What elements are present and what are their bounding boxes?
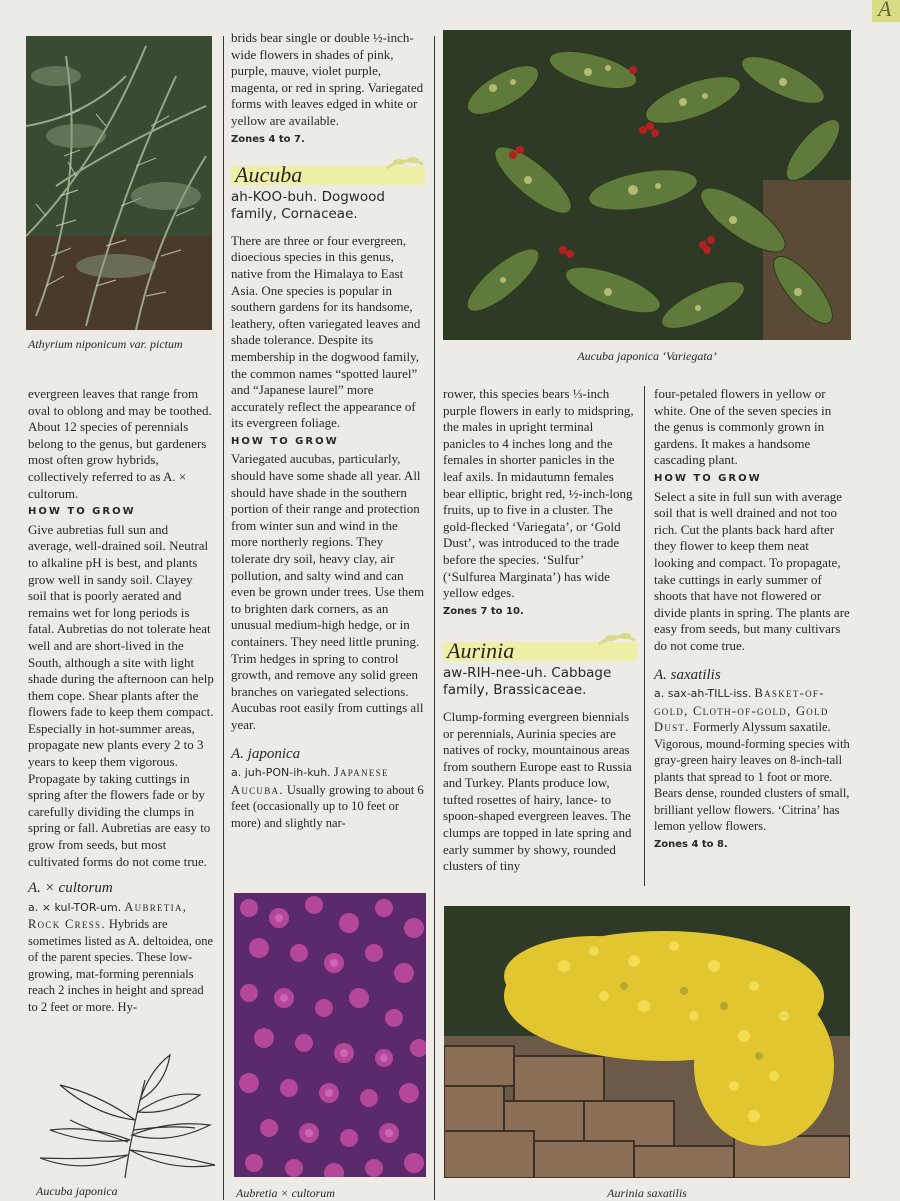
species-common-name: Japanese Aucuba. bbox=[231, 765, 389, 797]
aubretia-how-to-grow-text: Give aubretias full sun and average, well-drained soil. Neutral to alkaline pH is best, and plants grow well in sandy soil. Clayey soil that is poorly aerated and remains wet for long periods is fatal. Aubretias do not tolerate heat well and are short-lived in the South, although a site with light shade during the afternoon can help them cope. Shear plants after the flowers fade to keep them compact. Especially in hot-summer areas, propagate new plants every 2 to 3 years to keep them vigorous. Propagate by taking cuttings in spring after the flowers fade or by carefully dividing the clumps in spring or fall. Aubretias are easy to grow from seeds, but most cultivated forms do not come true. bbox=[28, 521, 214, 869]
how-to-grow-heading: HOW TO GROW bbox=[654, 472, 762, 484]
species-text: Formerly Alyssum saxatile. Vigorous, mound-forming species with gray-green hairy leaves on 8-inch-tall plants that spread to 1 foot or more. Bears dense, rounded clusters of small, brilliant yellow flowers. ‘Citrina’ has lemon yellow flowers. bbox=[654, 720, 850, 834]
aucuba-how-to-grow-text: Variegated aucubas, particularly, should have some shade all year. All should have shade in the southern portion of their range and protection from winter sun and wind in the more northerly regions. They tolerate dry soil, heavy clay, air pollution, and salty wind and can even be grown under trees. Use them to brighten dark corners, as an unusual medium-high hedge, or in containers. They need little pruning. Trim hedges in spring to control growth, and remove any solid green branches on variegated selections. Aucubas root easily from cuttings all year. bbox=[231, 451, 425, 732]
aurinia-intro-text: Clump-forming evergreen biennials or perennials, Aurinia species are natives of rocky, mountainous areas from southern Europe east to Russia and Turkey. Plants produce low, tufted rosettes of hairy, lance- to spoon-shaped evergreen leaves. The clumps are topped in late spring and early summer by showy, rounded clusters of tiny bbox=[443, 708, 632, 874]
column-rule-2 bbox=[434, 36, 435, 1200]
species-description bbox=[231, 764, 425, 831]
how-to-grow-heading: HOW TO GROW bbox=[28, 506, 136, 518]
genus-pronunciation-aucuba: ah-KOO-buh. Dogwood family, Cornaceae. bbox=[231, 188, 385, 222]
aucuba-drawing-caption: Aucuba japonica bbox=[36, 1184, 118, 1198]
aucuba-drawing bbox=[30, 1050, 220, 1178]
column-4 bbox=[654, 386, 850, 853]
column-3 bbox=[443, 386, 637, 875]
aubretia-photo bbox=[234, 893, 426, 1177]
species-title: A. japonica bbox=[231, 745, 301, 762]
column-1 bbox=[28, 386, 214, 1015]
aurinia-how-to-grow-text: Select a site in full sun with average soil that is well drained and not too rich. Cut the plants back hard after they flower to keep them neat looking and compact. To propagate, take cuttings in early summer of shoots that have not flowered or divide plants in spring. The plants are easy from seeds, but many cultivars do not come true. bbox=[654, 488, 850, 653]
athyrium-photo bbox=[26, 36, 212, 330]
aurinia-photo bbox=[444, 906, 850, 1178]
column-rule-1 bbox=[223, 36, 224, 1200]
aurinia-photo-caption: Aurinia saxatilis bbox=[607, 1186, 687, 1200]
aucuba-intro-text: There are three or four evergreen, dioecious species in this genus, native from the Himalaya to East Asia. One species is popular in southern gardens for its handsome, leathery, often variegated leaves and shade tolerance. Despite its membership in the dogwood family, the common names “spotted laurel” and “Japanese laurel” more accurately reflect the appearance of its evergreen foliage. bbox=[231, 232, 421, 431]
genus-heading-aurinia: Aurinia bbox=[443, 642, 637, 661]
species-text: Hybrids are sometimes listed as A. deltoidea, one of the parent species. These low-growing, mat-forming perennials reach 2 inches in height and spread to 2 feet or more. Hy- bbox=[28, 917, 214, 1014]
how-to-grow-heading: HOW TO GROW bbox=[231, 435, 339, 447]
aucuba-photo-caption: Aucuba japonica ‘Variegata’ bbox=[577, 349, 717, 363]
genus-heading-aucuba: Aucuba bbox=[231, 166, 425, 185]
aubretia-continued-text: brids bear single or double ½-inch-wide flowers in shades of pink, purple, mauve, violet purple, magenta, or red in spring. Variegated forms with leaves edged in white or yellow are available. bbox=[231, 30, 424, 128]
aurinia-continued-text: four-petaled flowers in yellow or white. One of the seven species in the genus is commonly grown in gardens. It makes a handsome cascading plant. bbox=[654, 386, 832, 468]
species-pronunciation: a. juh-PON-ih-kuh. bbox=[231, 766, 331, 780]
leaf-ornament-icon bbox=[597, 630, 637, 646]
zones-label: Zones 7 to 10. bbox=[443, 605, 524, 617]
species-pronunciation: a. sax-ah-TILL-iss. bbox=[654, 687, 752, 701]
species-title: A. × cultorum bbox=[28, 880, 113, 897]
aubretia-photo-caption: Aubretia × cultorum bbox=[236, 1186, 335, 1200]
column-rule-3 bbox=[644, 386, 645, 886]
column-2 bbox=[231, 30, 425, 831]
aubretia-intro-text: evergreen leaves that range from oval to oblong and may be toothed. About 12 species of perennials belong to the genus, but gardeners most often grow hybrids, collectively referred to as A. × cultorum. bbox=[28, 386, 212, 501]
species-title: A. saxatilis bbox=[654, 666, 721, 683]
zones-label: Zones 4 to 7. bbox=[231, 133, 305, 145]
page-corner-tab bbox=[872, 0, 900, 22]
species-description bbox=[654, 685, 850, 835]
athyrium-caption: Athyrium niponicum var. pictum bbox=[28, 337, 183, 351]
aucuba-japonica-continued-text: rower, this species bears ⅓-inch purple flowers in early to midspring, the males in upright terminal panicles to 4 inches long and the females in shorter panicles in the leaf axils. In midautumn females bear elliptic, bright red, ½-inch-long fruits, up to five in a cluster. The gold-flecked ‘Variegata’, or ‘Gold Dust’, was introduced to the trade before the species. ‘Sulfur’ (‘Sulfurea Marginata’) has wide yellow edges. bbox=[443, 386, 634, 601]
aucuba-photo bbox=[443, 30, 851, 340]
species-common-name: Aubretia, Rock Cress. bbox=[28, 899, 188, 932]
species-text: Usually growing to about 6 feet (occasionally up to 10 feet or more) and slightly nar- bbox=[231, 782, 424, 830]
species-description bbox=[28, 899, 214, 1016]
species-common-name: Basket-of-gold, Cloth-of-gold, Gold Dust. bbox=[654, 686, 829, 735]
species-pronunciation: a. × kul-TOR-um. bbox=[28, 900, 122, 914]
zones-label: Zones 4 to 8. bbox=[654, 838, 728, 850]
corner-letter: A bbox=[878, 0, 892, 21]
leaf-ornament-icon bbox=[385, 154, 425, 170]
genus-pronunciation-aurinia: aw-RIH-nee-uh. Cabbage family, Brassicaceae. bbox=[443, 664, 612, 698]
